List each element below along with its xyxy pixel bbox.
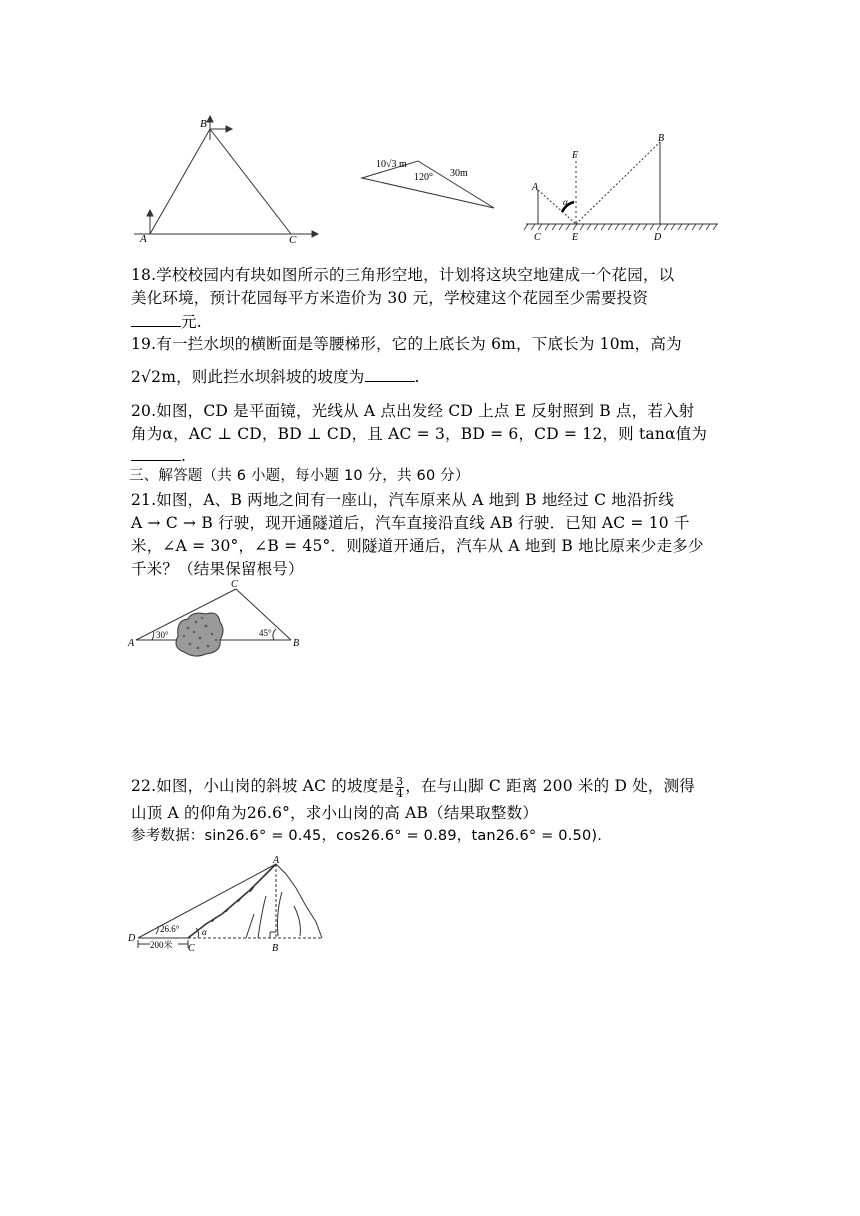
- label-b: B: [272, 943, 279, 954]
- q22-line-2: 山顶 A 的仰角为26.6°，求小山岗的高 AB（结果取整数）: [131, 804, 539, 822]
- label-side-10sqrt3: 10√3 m: [376, 159, 407, 170]
- label-b: B: [200, 118, 207, 130]
- figure-mirror-reflection: [522, 132, 722, 247]
- answer-blank: [131, 445, 181, 461]
- figure-hill-elevation: [126, 852, 331, 958]
- label-a: A: [532, 182, 539, 193]
- q20-line-2: 角为α，AC ⊥ CD，BD ⊥ CD，且 AC = 3，BD = 6，CD = 12，则 tanα值为: [131, 425, 708, 443]
- label-c: C: [289, 234, 297, 246]
- q21-line-3: 米，∠A = 30°，∠B = 45°．则隧道开通后，汽车从 A 地到 B 地比原来少走多少: [131, 537, 704, 555]
- answer-blank: [131, 311, 181, 327]
- q18-line-3: [131, 311, 202, 332]
- label-200m: 200米: [150, 940, 173, 950]
- label-alpha: α: [202, 927, 207, 937]
- figure-mountain-tunnel: [126, 576, 311, 658]
- fraction-numerator: 3: [396, 774, 404, 788]
- q22-text-prefix: 22.如图，小山岗的斜坡 AC 的坡度是: [131, 777, 395, 795]
- q21-line-2: A → C → B 行驶，现开通隧道后，汽车直接沿直线 AB 行驶．已知 AC = 10 千: [131, 514, 690, 532]
- q19-line-1: 19.有一拦水坝的横断面是等腰梯形，它的上底长为 6m，下底长为 10m，高为: [131, 335, 682, 353]
- label-b: B: [658, 133, 665, 144]
- label-angle-120: 120°: [414, 172, 433, 183]
- label-angle-45: 45°: [259, 628, 272, 638]
- label-a: A: [140, 233, 147, 245]
- section-3-heading: 三、解答题（共 6 小题，每小题 10 分，共 60 分）: [129, 468, 470, 484]
- q19-text: 2√2m，则此拦水坝斜坡的坡度为: [131, 368, 365, 386]
- label-side-30m: 30m: [450, 168, 468, 179]
- figure-triangle-120: [358, 150, 503, 212]
- label-d: D: [654, 232, 662, 243]
- q19-line-2: [131, 366, 420, 387]
- label-e: E: [572, 232, 579, 243]
- q21-line-1: 21.如图，A、B 两地之间有一座山，汽车原来从 A 地到 B 地经过 C 地沿折线: [131, 491, 675, 509]
- q18-line-2: 美化环境，预计花园每平方米造价为 30 元，学校建这个花园至少需要投资: [131, 289, 649, 307]
- q18-line-1: 18.学校校园内有块如图所示的三角形空地，计划将这块空地建成一个花园，以: [131, 266, 675, 284]
- label-c: C: [534, 232, 541, 243]
- fraction-denominator: 4: [396, 786, 404, 800]
- q22-line-3: 参考数据：sin26.6° = 0.45，cos26.6° = 0.89，tan26.6° = 0.50).: [131, 828, 603, 844]
- q20-line-3: [131, 445, 186, 466]
- label-angle-26-6: 26.6°: [160, 924, 180, 934]
- slope-fraction: [395, 776, 404, 799]
- label-b: B: [293, 638, 300, 649]
- label-a: A: [273, 855, 280, 866]
- q20-end: .: [181, 447, 187, 465]
- q19-end: .: [414, 368, 420, 386]
- q18-unit: 元.: [181, 313, 202, 331]
- q21-line-4: 千米？（结果保留根号）: [131, 560, 304, 578]
- q22-text-suffix: ，在与山脚 C 距离 200 米的 D 处，测得: [405, 777, 696, 795]
- q20-line-1: 20.如图，CD 是平面镜，光线从 A 点出发经 CD 上点 E 反射照到 B 点，若入射: [131, 402, 695, 420]
- figure-triangle-abc: [126, 112, 326, 247]
- label-d: D: [128, 933, 136, 944]
- label-f: F: [572, 150, 579, 161]
- label-alpha: α: [563, 197, 568, 207]
- label-c: C: [231, 579, 238, 590]
- q22-line-1: [131, 774, 695, 799]
- label-a: A: [128, 638, 135, 649]
- answer-blank: [365, 366, 415, 382]
- label-c: C: [188, 943, 195, 954]
- label-angle-30: 30°: [156, 630, 169, 640]
